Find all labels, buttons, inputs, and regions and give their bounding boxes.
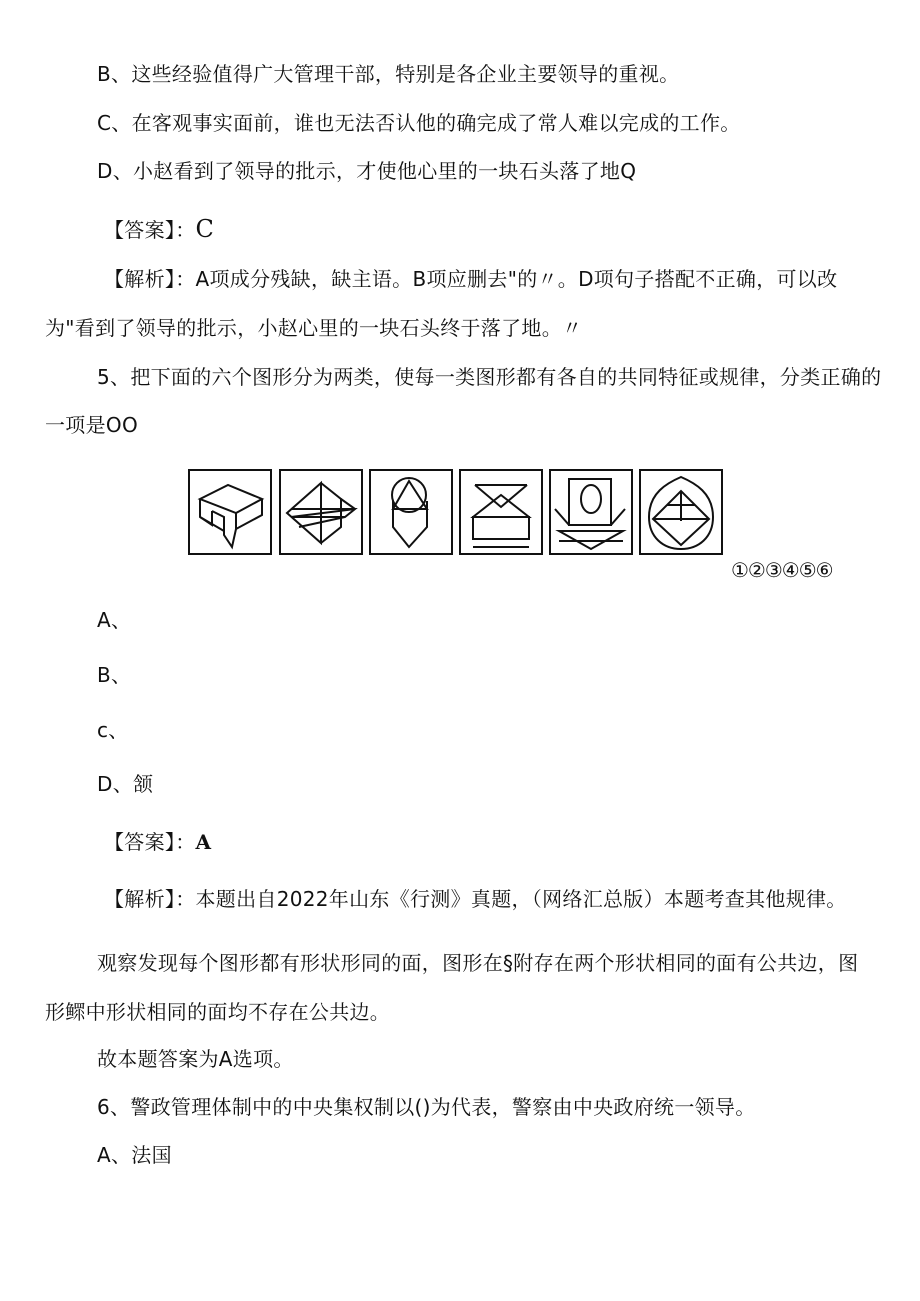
q4-answer [104, 215, 214, 244]
circle-diamond-icon [639, 469, 723, 555]
q4-analysis-line1: 【解析】：A项成分残缺，缺主语。B项应删去"的〃。D项句子搭配不正确，可以改 [104, 267, 838, 291]
folded-box-icon [188, 469, 272, 555]
q4-answer-value: C [195, 215, 215, 243]
q5-option-c: c、 [97, 718, 129, 742]
q5-stem-line2: 一项是OO [45, 413, 138, 437]
circle-shield-icon [369, 469, 453, 555]
q5-option-d: D、颔 [97, 772, 154, 796]
q4-option-c: C、在客观事实面前，谁也无法否认他的确完成了常人难以完成的工作。 [97, 111, 741, 135]
q5-analysis-line1: 【解析】：本题出自2022年山东《行测》真题，（网络汇总版）本题考查其他规律。 [104, 887, 847, 911]
q5-analysis-line2: 观察发现每个图形都有形状形同的面，图形在§附存在两个形状相同的面有公共边，图 [97, 951, 859, 975]
oval-frame-icon [549, 469, 633, 555]
q5-figure-strip [186, 469, 726, 559]
q5-answer-value: A [195, 830, 212, 854]
q5-answer-label: 【答案】： [104, 830, 196, 854]
house-triangle-icon [459, 469, 543, 555]
q5-conclusion: 故本题答案为A选项。 [97, 1047, 294, 1071]
q5-answer [104, 828, 211, 856]
q5-option-a: A、 [97, 608, 132, 632]
q5-stem-line1: 5、把下面的六个图形分为两类，使每一类图形都有各自的共同特征或规律，分类正确的 [97, 365, 882, 389]
q6-stem: 6、警政管理体制中的中央集权制以()为代表，警察由中央政府统一领导。 [97, 1095, 756, 1119]
arrow-triangles-icon [279, 469, 363, 555]
q4-answer-label: 【答案】： [104, 218, 196, 242]
q4-option-b: B、这些经验值得广大管理干部，特别是各企业主要领导的重视。 [97, 62, 680, 86]
q4-analysis-line2: 为"看到了领导的批示，小赵心里的一块石头终于落了地。〃 [45, 316, 583, 340]
q5-analysis-line3: 形鳏中形状相同的面均不存在公共边。 [45, 1000, 391, 1024]
q6-option-a: A、法国 [97, 1143, 172, 1167]
q4-option-d: D、小赵看到了领导的批示，才使他心里的一块石头落了地Q [97, 159, 637, 183]
q5-figure-numbers: ①②③④⑤⑥ [731, 558, 833, 582]
q5-option-b: B、 [97, 663, 132, 687]
